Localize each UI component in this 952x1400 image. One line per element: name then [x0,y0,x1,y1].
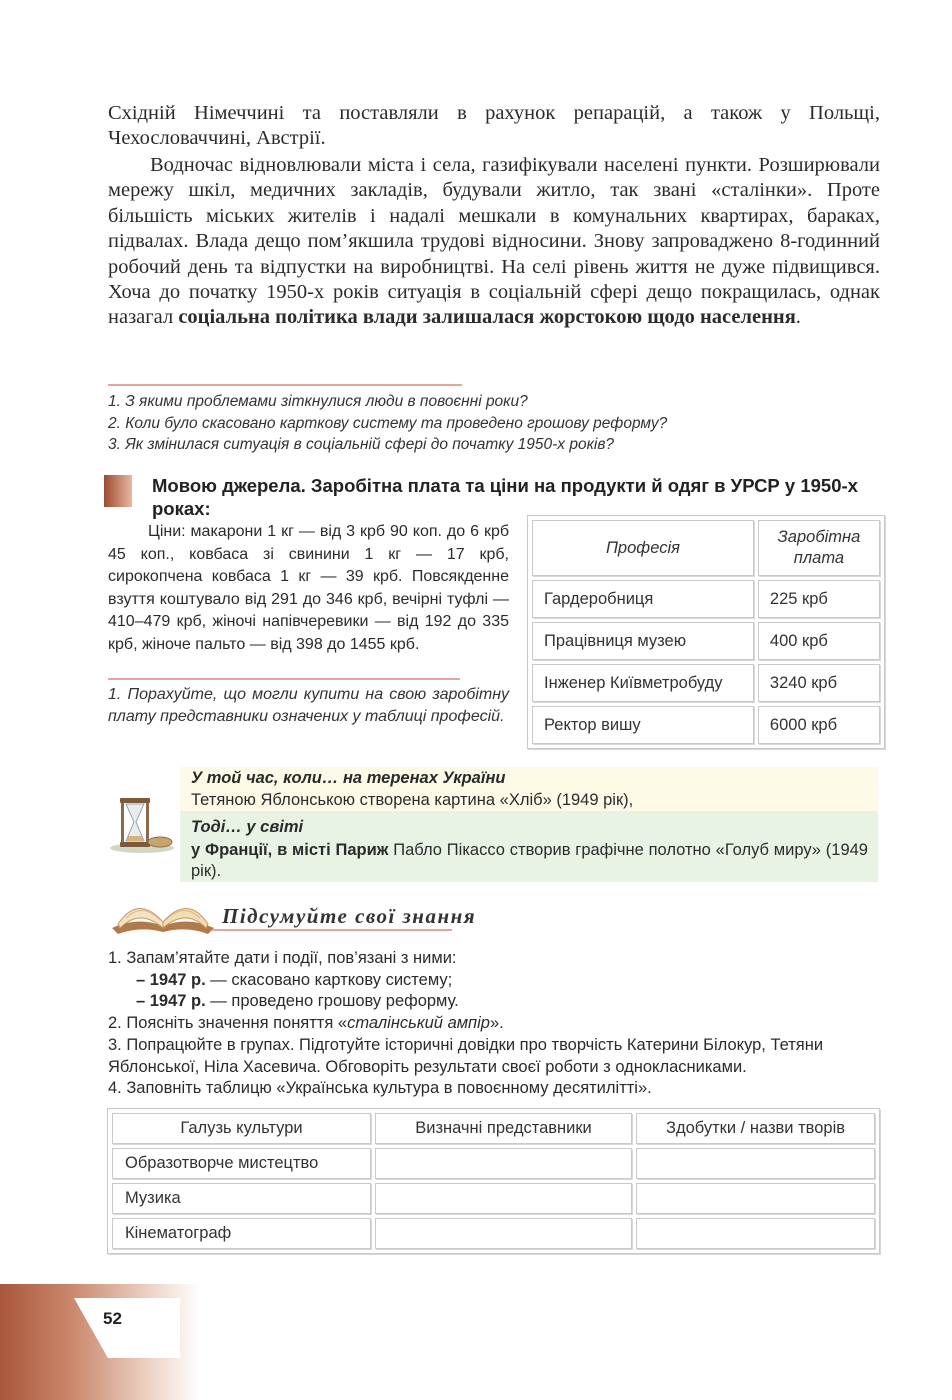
hourglass-icon [106,796,176,854]
divider-rule [108,384,462,386]
table-row [112,1148,875,1179]
table-row [532,622,880,660]
meanwhile-ukraine-box [180,767,878,811]
question-item: 2. Коли було скасовано карткову систему та проведено грошову реформу? [108,414,668,432]
task-list [108,948,883,1100]
table-cell-empty[interactable] [375,1183,632,1214]
table-cell-empty[interactable] [375,1148,632,1179]
table-header: Професія [532,520,754,576]
culture-table [107,1108,880,1254]
meanwhile-world-text: у Франції, в місті Париж Пабло Пікассо створив графічне полотно «Голуб миру» (1949 рік). [191,841,868,880]
table-cell: Інженер Київметробуду [532,664,754,702]
task-item: 3. Попрацюйте в групах. Підготуйте історичні довідки про творчість Катерини Білокур, Тетяни Яблонської, Ніла Хасевича. Обговоріть результати своєї роботи з однокласниками. [108,1035,824,1076]
table-row [532,580,880,618]
task-item: 1. Запам’ятайте дати і події, пов’язані з ними: [108,949,457,967]
divider-rule [108,678,460,680]
open-book-icon [108,888,218,936]
summary-title: Підсумуйте свої знання [222,904,477,928]
meanwhile-world-heading: Тоді… у світі [191,818,304,836]
paragraph-2: Водночас відновлювали міста і села, газифікували населені пункти. Розширювали мережу шкіл, медичних закладів, будували житло, так звані «сталінки». Проте більшість міських жителів і надалі мешкали в комунальних квартирах, бараках, підвалах. Влада дещо пом’якшила трудові відносини. Знову запроваджено 8-годинний робочий день та відпустки на виробництві. На селі рівень життя не дуже підвищився. Хоча до початку 1950-х років ситуація в соціальній сфері дещо покращилась, однак назагал соціальна політика влади залишалася жорстокою щодо населення. [108,154,880,329]
task-subitem: – 1947 р. — проведено грошову реформу. [136,992,459,1011]
question-item: 1. З якими проблемами зіткнулися люди в повоєнні роки? [108,393,528,410]
section-marker [104,475,132,507]
table-cell: Кінематограф [112,1218,371,1249]
table-cell-empty[interactable] [375,1218,632,1249]
page-number: 52 [103,1309,122,1328]
wages-table [527,515,885,749]
source-question: 1. Порахуйте, що могли купити на свою заробітну плату представники означених у таблиці професій. [108,686,509,725]
source-text: Ціни: макарони 1 кг — від 3 крб 90 коп. до 6 крб 45 коп., ковбаса зі свинини 1 кг — 17 крб, сирокопчена ковбаса 1 кг — 39 крб. Повсякденне взуття коштувало від 291 до 346 крб, вечірні туфлі — 410–479 крб, жіночі напівчеревики — від 192 до 335 крб, жіноче пальто — від 398 до 1455 крб. [108,523,509,653]
task-item: 2. Поясніть значення поняття «сталінський ампір». [108,1014,504,1033]
table-cell: Працівниця музею [532,622,754,660]
table-row [532,706,880,744]
question-item: 3. Як змінилася ситуація в соціальній сфері до початку 1950-х років? [108,436,615,453]
table-row [112,1183,875,1214]
paragraph-1: Східній Німеччині та поставляли в рахунок репарацій, а також у Польщі, Чехословаччині, Австрії. [108,102,880,150]
table-cell: 400 крб [758,622,880,660]
question-list [108,391,868,456]
table-cell: Образотворче мистецтво [112,1148,371,1179]
meanwhile-ukraine-text: Тетяною Яблонською створена картина «Хліб» (1949 рік), [191,791,634,809]
table-header: Здобутки / назви творів [636,1113,875,1144]
table-header-row [532,520,880,576]
table-cell-empty[interactable] [636,1218,875,1249]
table-cell: 6000 крб [758,706,880,744]
paragraph-2-bold: соціальна політика влади залишалася жорстокою щодо населення [178,306,796,329]
task-subitem: – 1947 р. — скасовано карткову систему; [136,970,453,989]
table-cell: Ректор вишу [532,706,754,744]
table-cell: Музика [112,1183,371,1214]
table-row [532,664,880,702]
source-title: Мовою джерела. Заробітна плата та ціни на продукти й одяг в УРСР у 1950-х роках: [152,475,858,519]
table-cell: Гардеробниця [532,580,754,618]
table-cell: 225 крб [758,580,880,618]
table-header: Заробітна плата [758,520,880,576]
table-header: Галузь культури [112,1113,371,1144]
task-item: 4. Заповніть таблицю «Українська культура в повоєнному десятилітті». [108,1079,652,1098]
meanwhile-ukraine-heading: У той час, коли… на теренах України [191,769,506,787]
meanwhile-world-box [180,811,878,882]
table-cell-empty[interactable] [636,1148,875,1179]
table-header: Визначні представники [375,1113,632,1144]
table-row [112,1218,875,1249]
table-cell-empty[interactable] [636,1183,875,1214]
divider-rule [212,929,452,931]
table-cell: 3240 крб [758,664,880,702]
table-header-row [112,1113,875,1144]
